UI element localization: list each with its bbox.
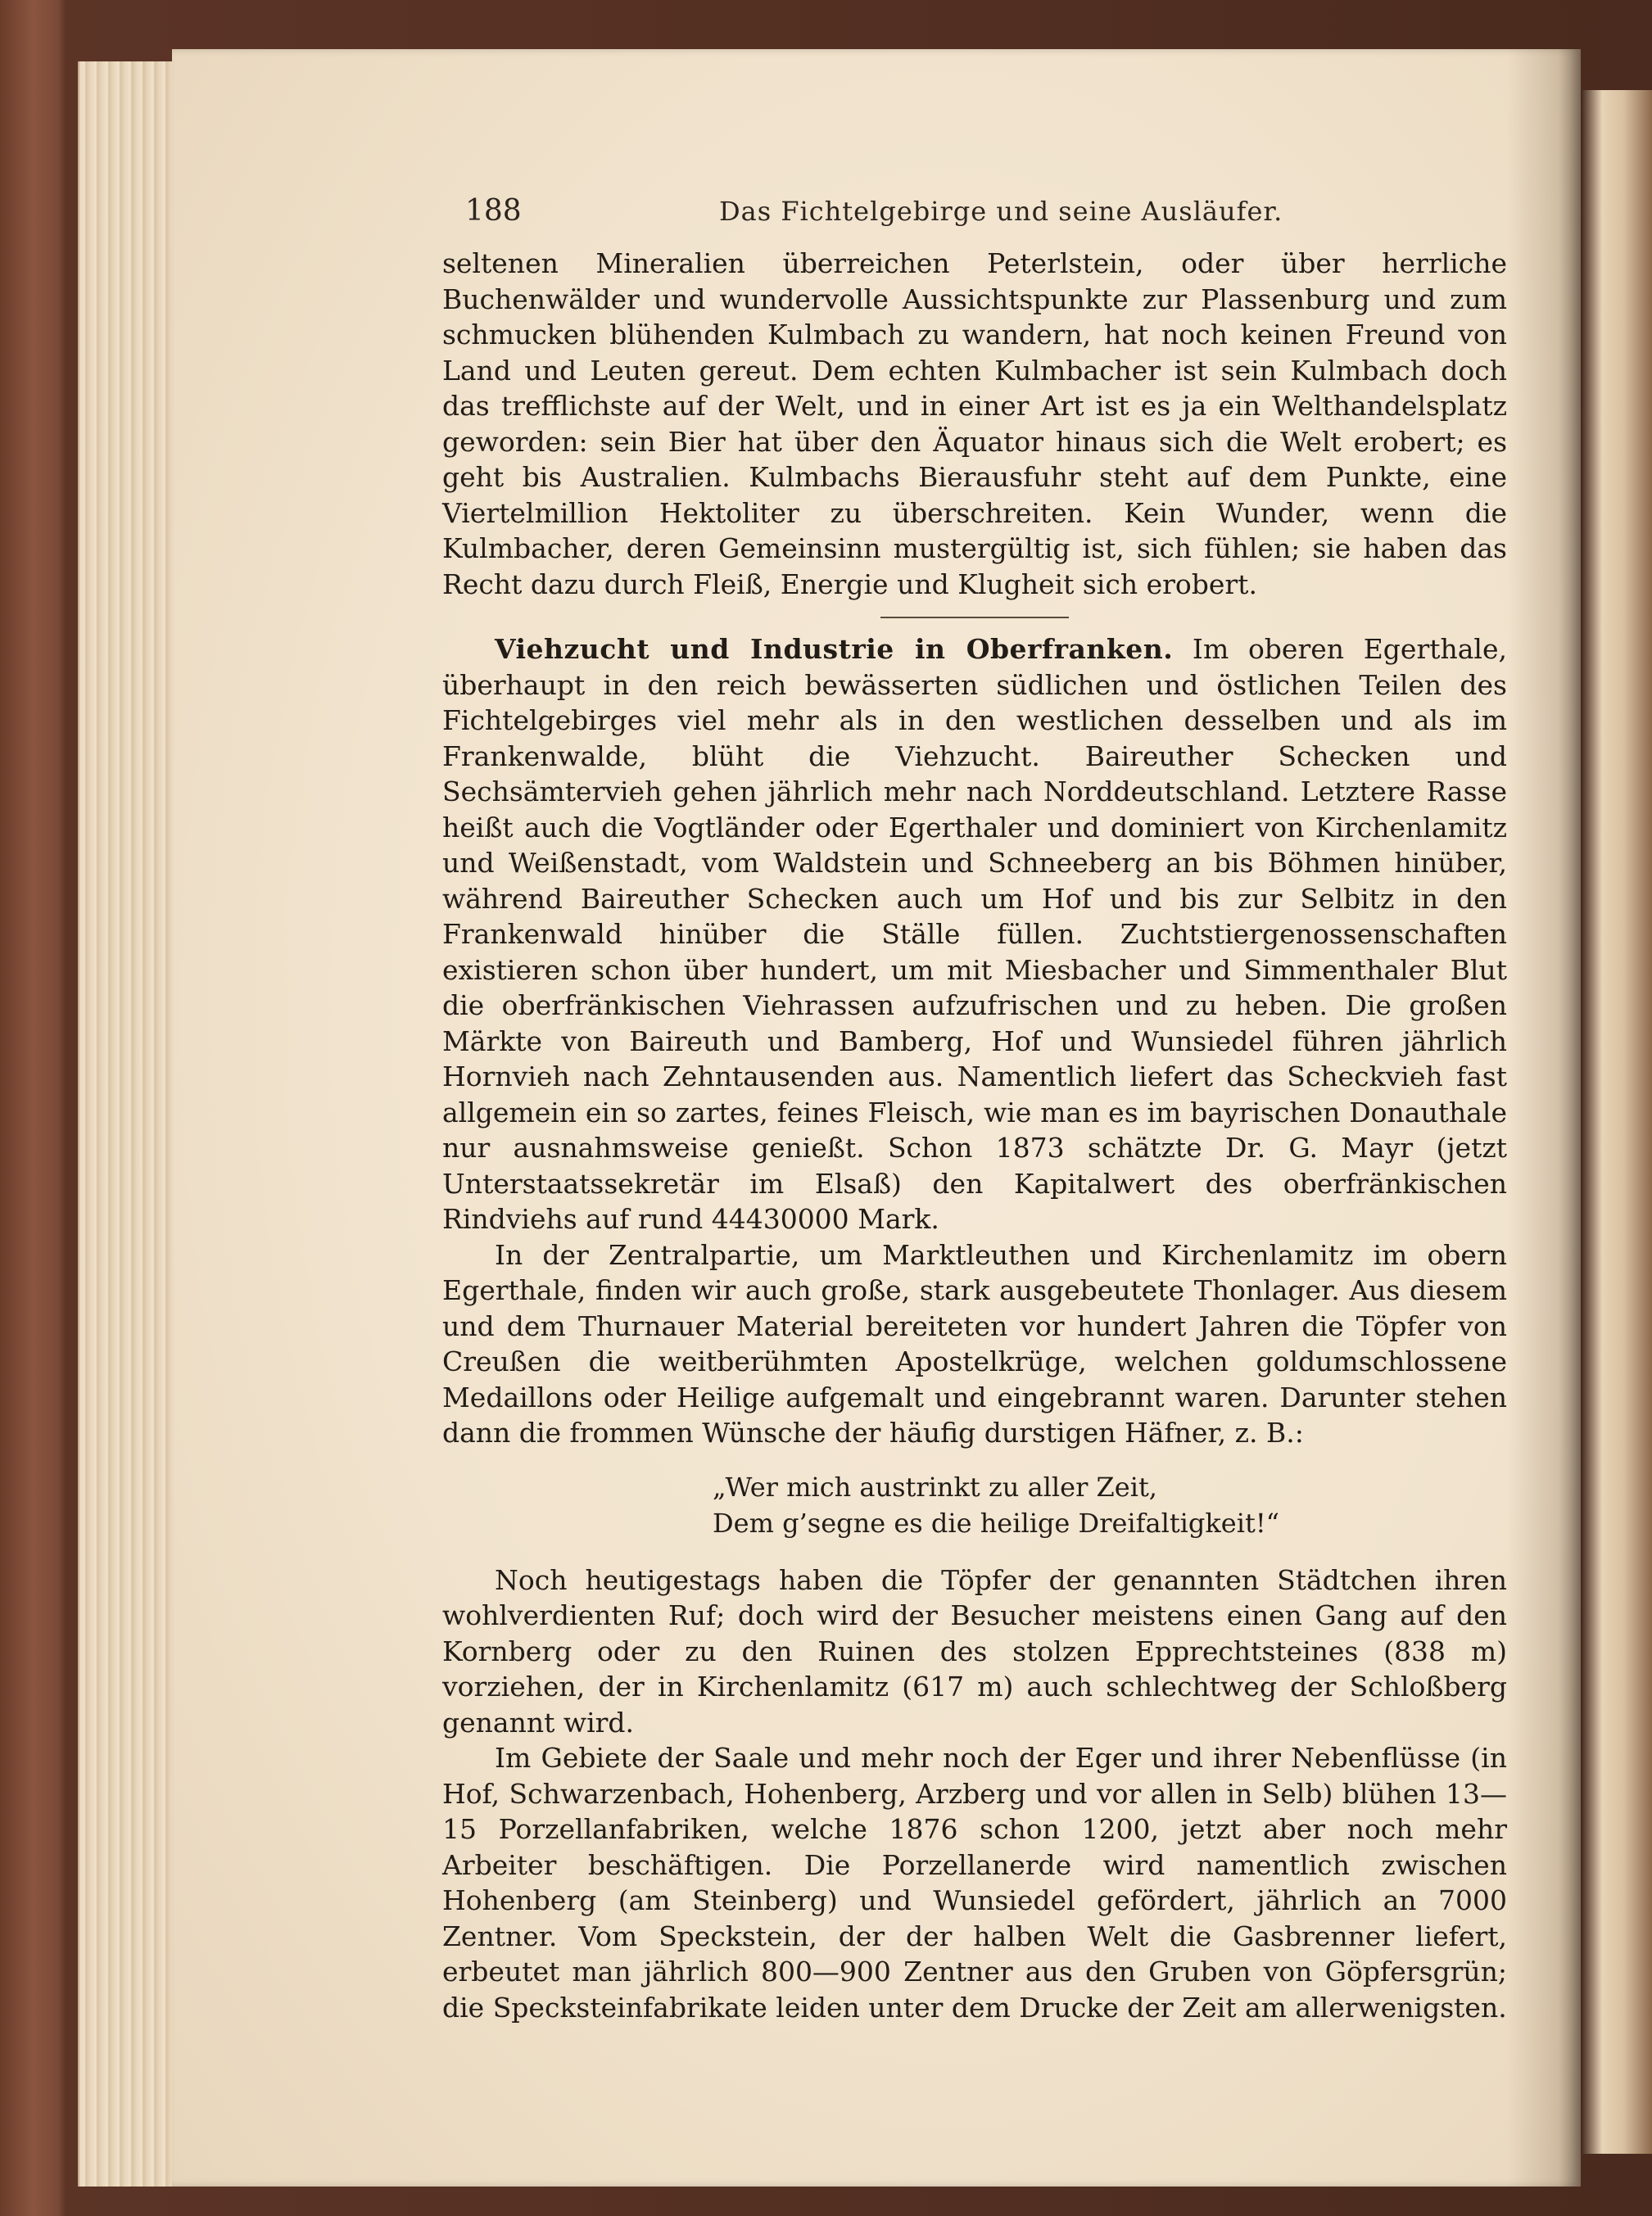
next-page-edge (1581, 90, 1652, 2154)
quote-line-2: Dem g’segne es die heilige Dreifaltigkeit!“ (713, 1507, 1280, 1539)
running-title: Das Fichtelgebirge und seine Ausläufer. (719, 196, 1283, 227)
section-heading: Viehzucht und Industrie in Oberfranken. (495, 633, 1174, 665)
page-gutter (1507, 49, 1581, 2187)
paragraph-porzellan: Im Gebiete der Saale und mehr noch der Eger und ihrer Nebenflüsse (in Hof, Schwarzenbach, Hohenberg, Arzberg und vor allen in Selb) blühen 13—15 Porzellanfabriken, welche 1876 schon 1200, jetzt aber noch mehr Arbeiter beschäftigen. Die Porzellanerde wird namentlich zwischen Hohenberg (am Steinberg) und Wunsiedel gefördert, jährlich an 7000 Zentner. Vom Speckstein, der der halben Welt die Gasbrenner liefert, erbeutet man jährlich 800—900 Zentner aus den Gruben von Göpfersgrün; die Specksteinfabrikate leiden unter dem Drucke der Zeit am allerwenigsten. (442, 1742, 1507, 2024)
page-header (465, 194, 1522, 233)
body-text (442, 246, 1507, 2025)
quote-block (713, 1469, 1507, 1541)
paragraph-toepfer: Noch heutigestags haben die Töpfer der genannten Städtchen ihren wohlverdienten Ruf; doch wird der Besucher meistens einen Gang auf den Kornberg oder zu den Ruinen des stolzen Epprechtsteines (838 m) vorziehen, der in Kirchenlamitz (617 m) auch schlechtweg der Schloßberg genannt wird. (442, 1563, 1507, 1739)
paragraph-thonlager: In der Zentralpartie, um Marktleuthen und Kirchenlamitz im obern Egerthale, finden wir auch große, stark ausgebeutete Thonlager. Aus diesem und dem Thurnauer Material bereiteten vor hundert Jahren die Töpfer von Creußen die weitberühmten Apostelkrüge, welchen goldumschlossene Medaillons oder Heilige aufgemalt und eingebrannt waren. Darunter stehen dann die frommen Wünsche der häufig durstigen Häfner, z. B.: (442, 1238, 1507, 1449)
paragraph-kulmbach: seltenen Mineralien überreichen Peterlstein, oder über herrliche Buchenwälder und wundervolle Aussichtspunkte zur Plassenburg und zum schmucken blühenden Kulmbach zu wandern, hat noch keinen Freund von Land und Leuten gereut. Dem echten Kulmbacher ist sein Kulmbach doch das trefflichste auf der Welt, und in einer Art ist es ja ein Welthandelsplatz geworden: sein Bier hat über den Äquator hinaus sich die Welt erobert; es geht bis Australien. Kulmbachs Bierausfuhr steht auf dem Punkte, eine Viertelmillion Hektoliter zu überschreiten. Kein Wunder, wenn die Kulmbacher, deren Gemeinsinn mustergültig ist, sich fühlen; sie haben das Recht dazu durch Fleiß, Energie und Klugheit sich erobert. (442, 247, 1507, 600)
paragraph-viehzucht-text: Im oberen Egerthale, überhaupt in den reich bewässerten südlichen und östlichen Teilen des Fichtelgebirges viel mehr als in den westlichen desselben und als im Frankenwalde, blüht die Viehzucht. Baireuther Schecken und Sechsämtervieh gehen jährlich mehr nach Norddeutschland. Letztere Rasse heißt auch die Vogtländer oder Egerthaler und dominiert von Kirchenlamitz und Weißenstadt, vom Waldstein und Schneeberg an bis Böhmen hinüber, während Baireuther Schecken auch um Hof und bis zur Selbitz in den Frankenwald hinüber die Ställe füllen. Zuchtstiergenossenschaften existieren schon über hundert, um mit Miesbacher und Simmenthaler Blut die oberfränkischen Viehrassen aufzufrischen und zu heben. Die großen Märkte von Baireuth und Bamberg, Hof und Wunsiedel führen jährlich Hornvieh nach Zehntausenden aus. Namentlich liefert das Scheckvieh fast allgemein ein so zartes, feines Fleisch, wie man es im bayrischen Donauthale nur ausnahmsweise genießt. Schon 1873 schätzte Dr. G. Mayr (jetzt Unterstaatssekretär im Elsaß) den Kapitalwert des oberfränkischen Rindviehs auf rund 44430000 Mark. (442, 633, 1507, 1235)
quote-line-1: „Wer mich austrinkt zu aller Zeit, (713, 1471, 1157, 1503)
page-number: 188 (465, 194, 522, 228)
section-divider (880, 617, 1069, 618)
paragraph-viehzucht (442, 631, 1507, 1237)
